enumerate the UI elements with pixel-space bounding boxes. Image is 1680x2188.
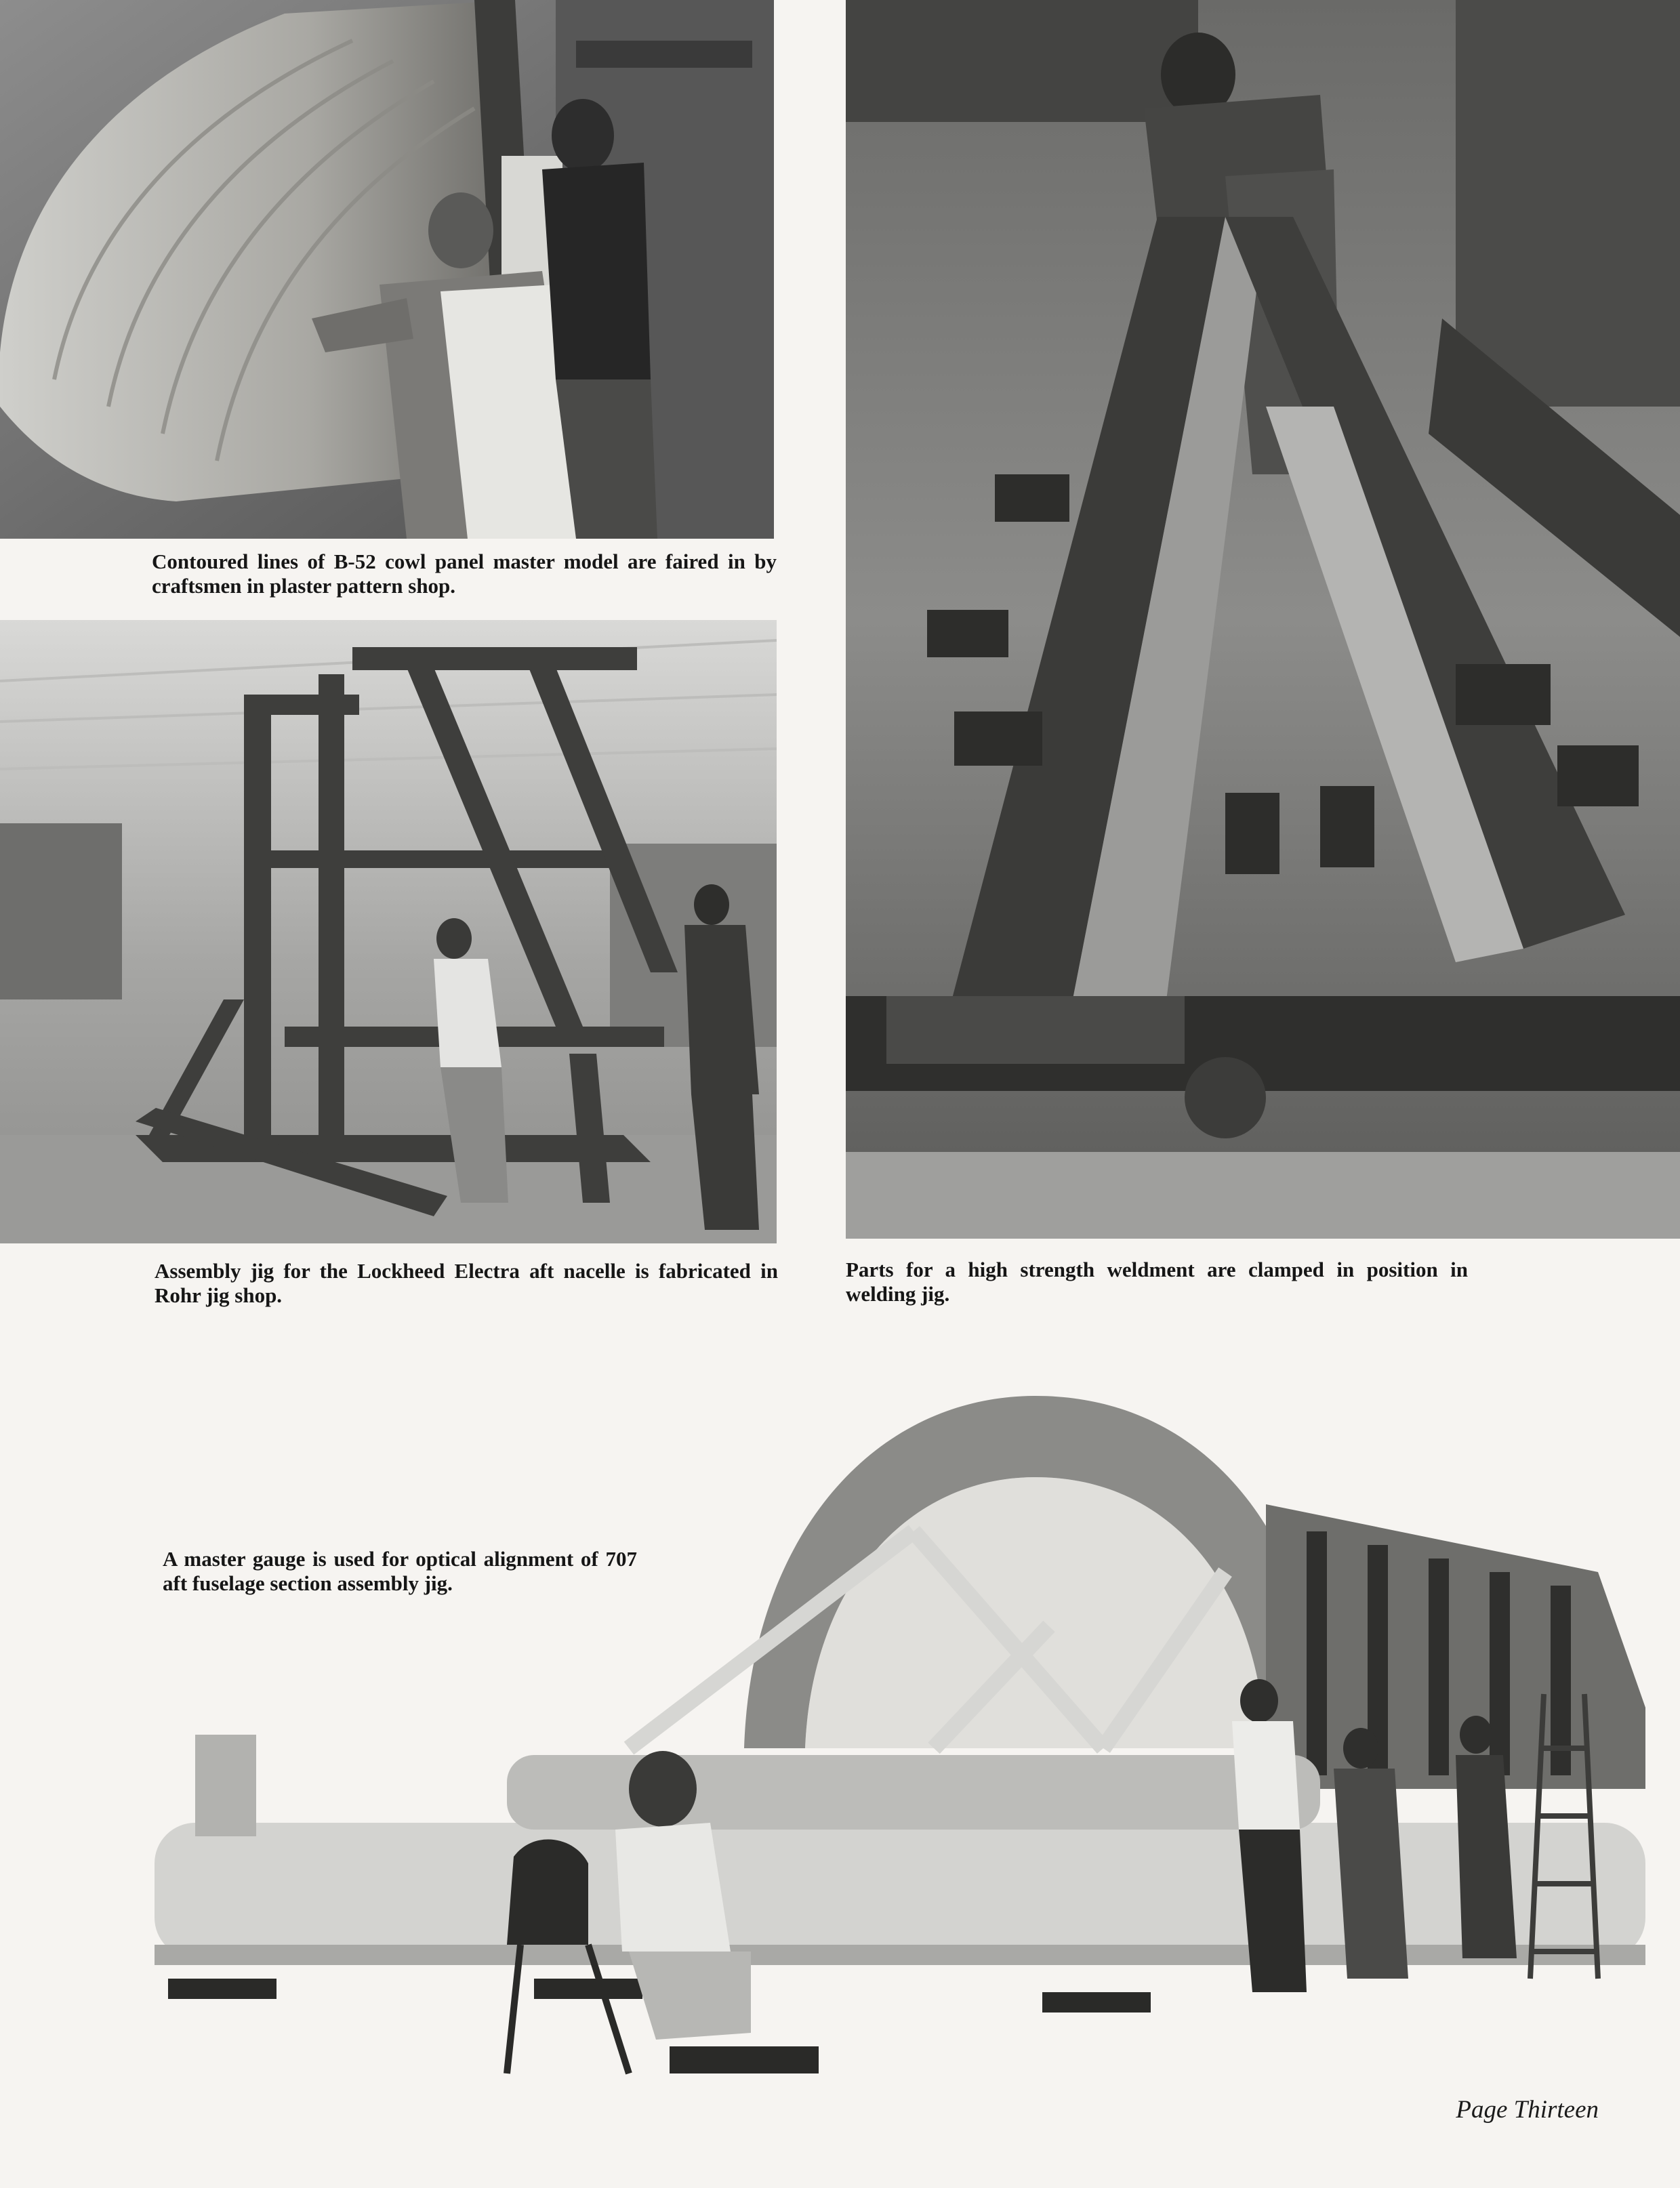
- photo-welding-jig: [846, 0, 1680, 1239]
- caption-master-gauge-707: A master gauge is used for optical alignment of 707 aft fuselage section assembly jig.: [163, 1547, 637, 1595]
- photo-electra-assembly-jig: [0, 620, 777, 1243]
- photo-welding-jig-image: [846, 0, 1680, 1239]
- photo-cowl-panel-model: [0, 0, 774, 539]
- caption-welding-jig: Parts for a high strength weldment are clamped in position in welding jig.: [846, 1258, 1468, 1306]
- photo-master-gauge-707-image: [155, 1369, 1680, 2101]
- photo-cowl-panel-model-image: [0, 0, 774, 539]
- caption-cowl-panel-model: Contoured lines of B-52 cowl panel master model are faired in by craftsmen in plaster pattern shop.: [152, 550, 777, 598]
- page-number: Page Thirteen: [1456, 2096, 1599, 2124]
- caption-electra-assembly-jig: Assembly jig for the Lockheed Electra aft nacelle is fabricated in Rohr jig shop.: [155, 1259, 778, 1307]
- photo-electra-assembly-jig-image: [0, 620, 777, 1243]
- photo-master-gauge-707: [155, 1369, 1680, 2101]
